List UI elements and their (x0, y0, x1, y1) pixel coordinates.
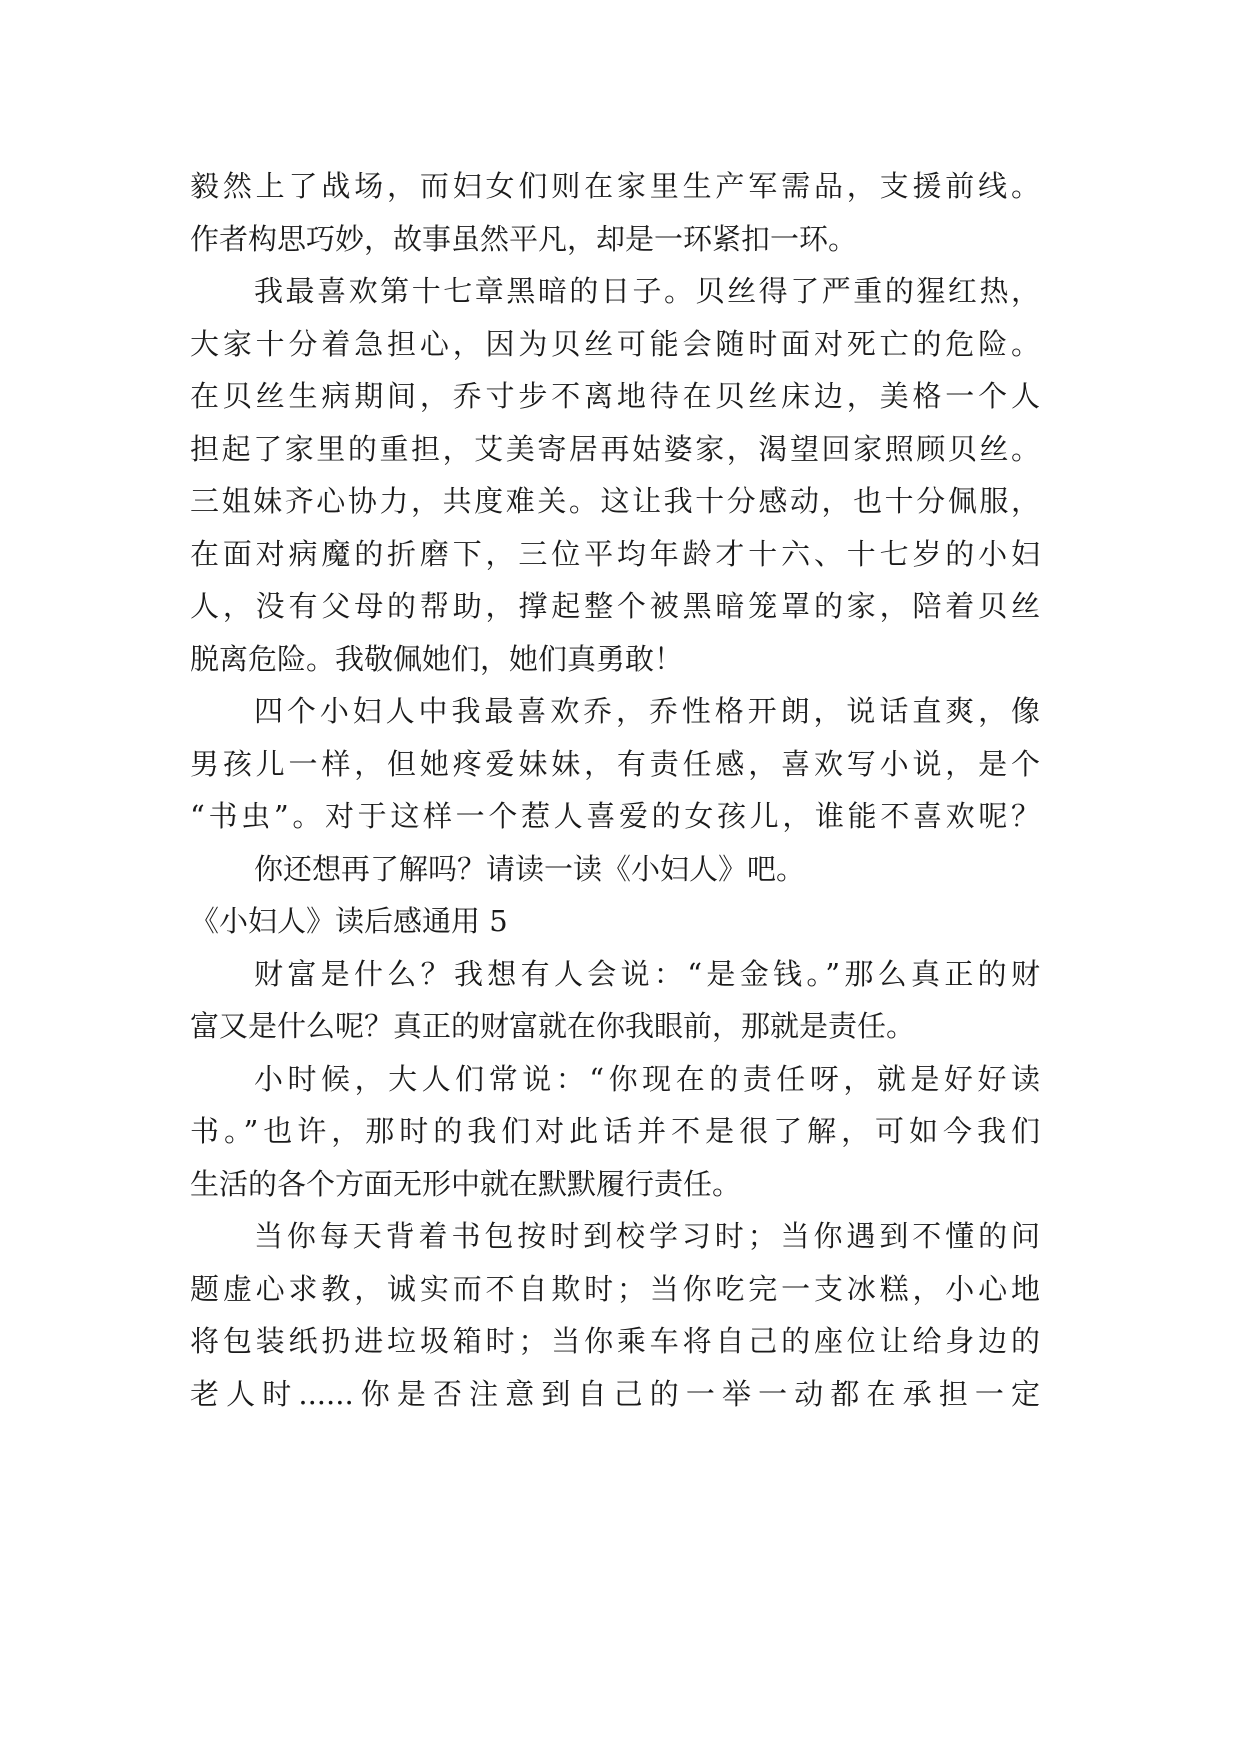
text-line: 担起了家里的重担，艾美寄居再姑婆家，渴望回家照顾贝丝。 (190, 431, 1040, 466)
paragraph-first-line: 财富是什么？我想有人会说：“是金钱。”那么真正的财 (254, 956, 1040, 991)
text-line: 老人时......你是否注意到自己的一举一动都在承担一定 (190, 1376, 1040, 1411)
paragraph-first-line: 我最喜欢第十七章黑暗的日子。贝丝得了严重的猩红热， (254, 274, 1040, 308)
text-line: 富又是什么呢？真正的财富就在你我眼前，那就是责任。 (190, 1009, 916, 1043)
text-line: 脱离危险。我敬佩她们，她们真勇敢！ (190, 641, 684, 676)
paragraph-first-line: 当你每天背着书包按时到校学习时；当你遇到不懂的问 (254, 1219, 1040, 1253)
section-heading: 《小妇人》读后感通用 5 (190, 904, 508, 938)
paragraph-first-line: 小时候，大人们常说：“你现在的责任呀，就是好好读 (254, 1061, 1040, 1096)
paragraph-first-line: 四个小妇人中我最喜欢乔，乔性格开朗，说话直爽，像 (254, 694, 1040, 728)
text-line: 在面对病魔的折磨下，三位平均年龄才十六、十七岁的小妇 (190, 536, 1040, 571)
text-line: 作者构思巧妙，故事虽然平凡，却是一环紧扣一环。 (190, 221, 858, 256)
text-line: 在贝丝生病期间，乔寸步不离地待在贝丝床边，美格一个人 (190, 379, 1040, 413)
text-line: “书虫”。对于这样一个惹人喜爱的女孩儿，谁能不喜欢呢？ (190, 799, 1040, 833)
text-line: 生活的各个方面无形中就在默默履行责任。 (190, 1166, 742, 1201)
text-line: 男孩儿一样，但她疼爱妹妹，有责任感，喜欢写小说，是个 (190, 746, 1040, 781)
text-line: 书。”也许，那时的我们对此话并不是很了解，可如今我们 (190, 1114, 1040, 1148)
text-line: 人，没有父母的帮助，撑起整个被黑暗笼罩的家，陪着贝丝 (190, 589, 1040, 623)
text-line: 三姐妹齐心协力，共度难关。这让我十分感动，也十分佩服， (190, 484, 1040, 518)
paragraph-first-line: 你还想再了解吗？请读一读《小妇人》吧。 (254, 851, 806, 886)
text-line: 将包装纸扔进垃圾箱时；当你乘车将自己的座位让给身边的 (190, 1324, 1040, 1358)
text-line: 题虚心求教，诚实而不自欺时；当你吃完一支冰糕，小心地 (190, 1271, 1040, 1306)
text-line: 毅然上了战场，而妇女们则在家里生产军需品，支援前线。 (190, 169, 1040, 203)
text-line: 大家十分着急担心，因为贝丝可能会随时面对死亡的危险。 (190, 326, 1040, 361)
document-body (190, 160, 1090, 1420)
